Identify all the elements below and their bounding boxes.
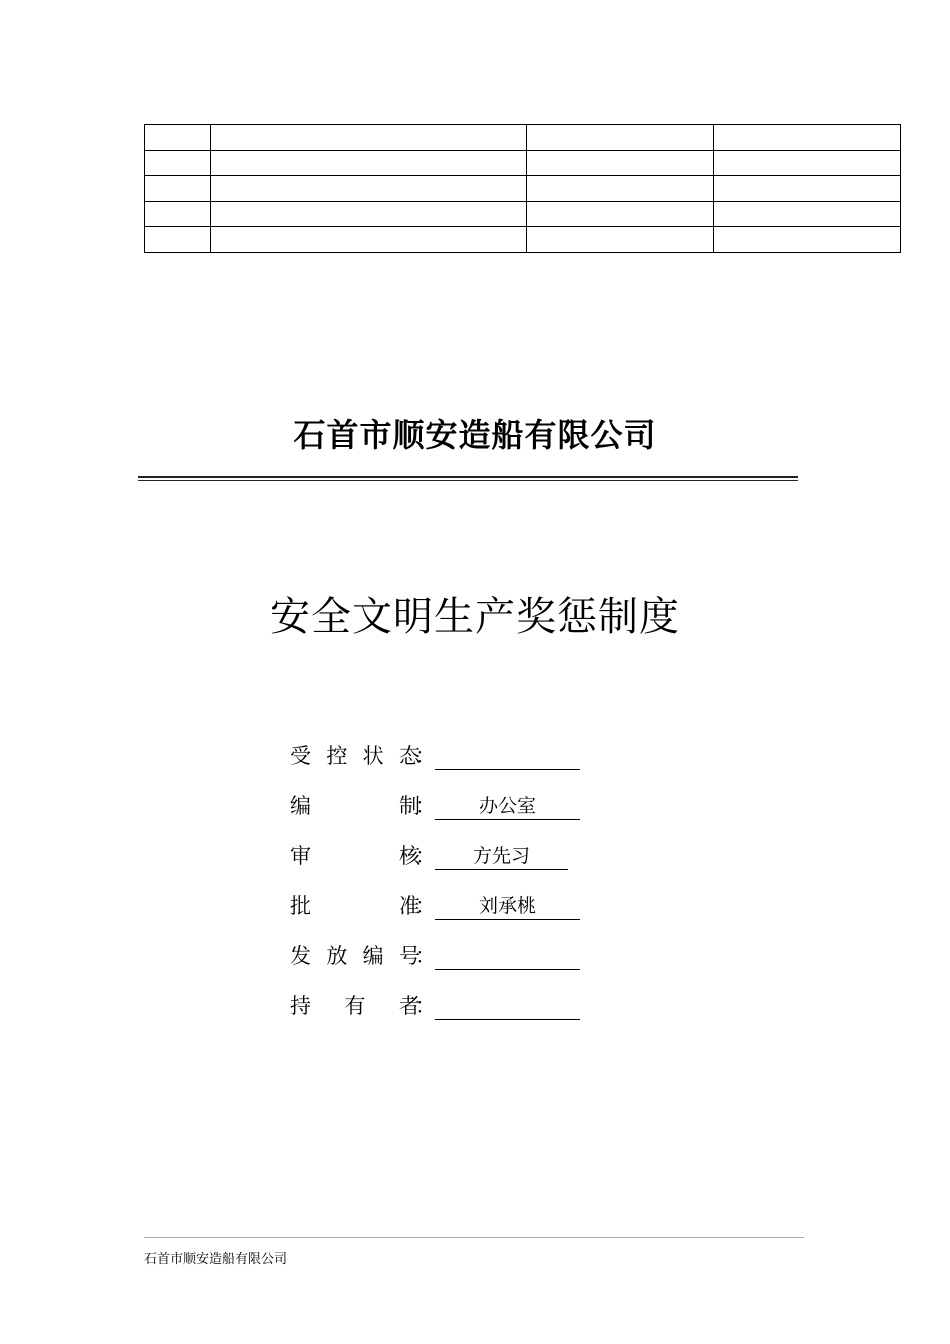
- field-value: 办公室: [435, 793, 580, 820]
- field-label: 发 放 编 号 ：: [290, 944, 436, 968]
- field-label: 编 制 ：: [290, 794, 436, 818]
- revision-table: [144, 124, 901, 253]
- footer-divider: [144, 1237, 804, 1238]
- field-value: [435, 993, 580, 1020]
- table-row: [145, 125, 901, 151]
- field-label: 持 有 者 ：: [290, 994, 436, 1018]
- footer-company: 石首市顺安造船有限公司: [144, 1252, 288, 1267]
- table-row: [145, 176, 901, 202]
- field-label: 批 准 ：: [290, 894, 436, 918]
- company-title: 石首市顺安造船有限公司: [293, 416, 657, 454]
- table-row: [145, 227, 901, 253]
- document-title: 安全文明生产奖惩制度: [270, 594, 680, 640]
- field-label: 审 核 ：: [290, 844, 436, 868]
- title-divider: [138, 476, 798, 481]
- table-row: [145, 150, 901, 176]
- field-value: 方先习: [435, 843, 568, 870]
- field-value: [435, 943, 580, 970]
- field-label: 受 控 状 态 ：: [290, 744, 436, 768]
- field-value: 刘承桃: [435, 893, 580, 920]
- field-value: [435, 743, 580, 770]
- table-row: [145, 201, 901, 227]
